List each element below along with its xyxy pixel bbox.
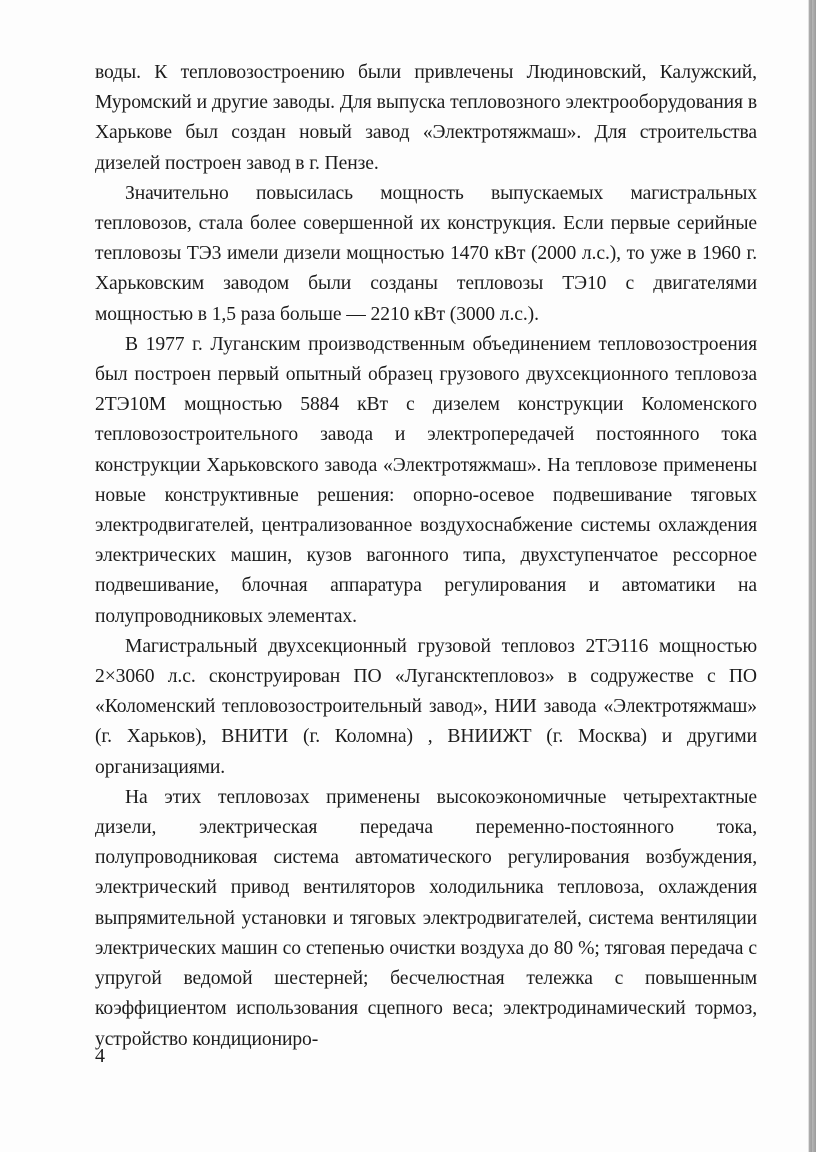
body-text: [95, 58, 757, 1055]
paragraph-3: В 1977 г. Луганским производственным объединением тепловозостроения был построен первый опытный образец грузового двухсекционного тепловоза 2ТЭ10М мощностью 5884 кВт с дизелем конструкции Коломенского тепловозостроительного завода и электропередачей постоянного тока конструкции Харьковского завода «Электротяжмаш». На тепловозе применены новые конструктивные решения: опорно-осевое подвешивание тяговых электродвигателей, централизованное воздухоснабжение системы охлаждения электрических машин, кузов вагонного типа, двухступенчатое рессорное подвешивание, блочная аппаратура регулирования и автоматики на полупроводниковых элементах.: [95, 333, 757, 627]
paragraph-2: Значительно повысилась мощность выпускаемых магистральных тепловозов, стала более совершенной их конструкция. Если первые серийные тепловозы ТЭ3 имели дизели мощностью 1470 кВт (2000 л.с.), то уже в 1960 г. Харьковским заводом были созданы тепловозы ТЭ10 с двигателями мощностью в 1,5 раза больше — 2210 кВт (3000 л.с.).: [95, 182, 757, 325]
paragraph-4: Магистральный двухсекционный грузовой тепловоз 2ТЭ116 мощностью 2×3060 л.с. сконструирован ПО «Лугансктепловоз» в содружестве с ПО «Коломенский тепловозостроительный завод», НИИ завода «Электротяжмаш» (г. Харьков), ВНИТИ (г. Коломна) , ВНИИЖТ (г. Москва) и другими организациями.: [95, 635, 757, 778]
paragraph-5: На этих тепловозах применены высокоэкономичные четырехтактные дизели, электрическая передача переменно-постоянного тока, полупроводниковая система автоматического регулирования возбуждения, электрический привод вентиляторов холодильника тепловоза, охлаждения выпрямительной установки и тяговых электродвигателей, система вентиляции электрических машин со степенью очистки воздуха до 80 %; тяговая передача с упругой ведомой шестерней; бесчелюстная тележка с повышенным коэффициентом использования сцепного веса; электродинамический тормоз, устройство кондициониро-: [95, 786, 757, 1050]
page-number: 4: [95, 1045, 105, 1067]
page-edge-line: [809, 0, 812, 1152]
paragraph-1: воды. К тепловозостроению были привлечены Людиновский, Калужский, Муромский и другие заводы. Для выпуска тепловозного электрооборудования в Харькове был создан новый завод «Электротяжмаш». Для строительства дизелей построен завод в г. Пензе.: [95, 62, 757, 174]
